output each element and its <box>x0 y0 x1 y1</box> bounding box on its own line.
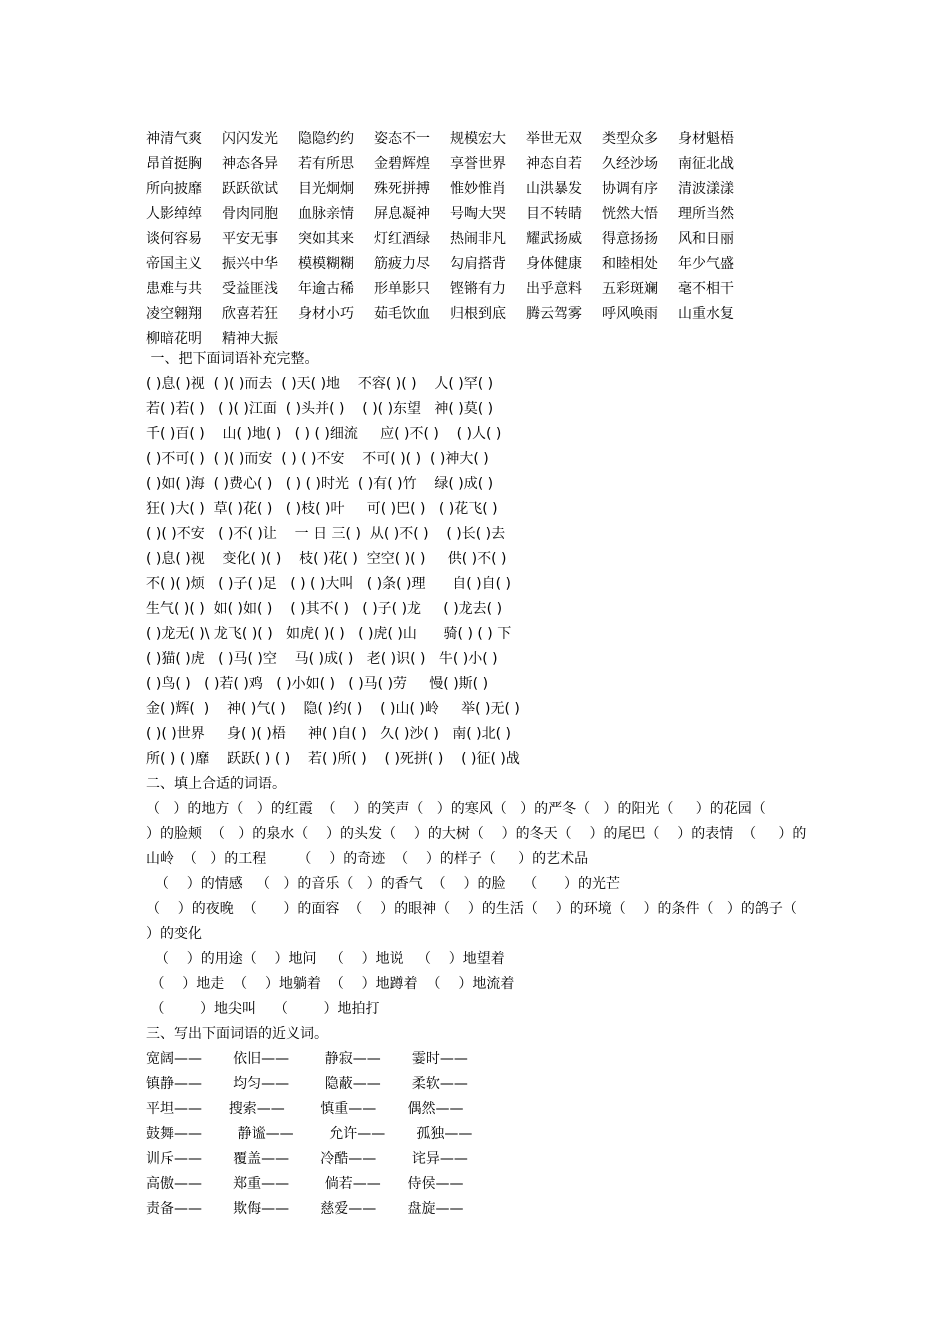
exercise-line: （ ）的地方（ ）的红霞 （ ）的笑声（ ）的寒风（ ）的严冬（ ）的阳光（ ）的花园（ <box>146 801 766 817</box>
exercise-line: ( )猫( )虎 ( )马( )空 马( )成( ) 老( )识( ) 牛( )小( ) <box>146 651 498 667</box>
section-1-lines <box>146 372 826 772</box>
idiom-word: 腾云驾雾 <box>526 306 582 322</box>
idiom-word: 若有所思 <box>298 156 354 172</box>
idiom-word: 突如其来 <box>298 231 354 247</box>
idiom-word: 金碧辉煌 <box>374 156 430 172</box>
idiom-word: 人影绰绰 <box>146 206 202 222</box>
idiom-word: 目光炯炯 <box>298 181 354 197</box>
idiom-word: 耀武扬威 <box>526 231 582 247</box>
idiom-row <box>146 127 826 152</box>
exercise-line: 鼓舞—— 静谧—— 允许—— 孤独—— <box>146 1126 473 1142</box>
idiom-row <box>146 202 826 227</box>
idiom-word: 号啕大哭 <box>450 206 506 222</box>
idiom-word: 理所当然 <box>678 206 734 222</box>
exercise-line: ( )龙无( )\ 龙飞( )( ) 如虎( )( ) ( )虎( )山 骑( ) ( ) 下 <box>146 626 512 642</box>
exercise-line: 狂( )大( ) 草( )花( ) ( )枝( )叶 可( )巴( ) ( )花飞( ) <box>146 501 498 517</box>
exercise-line: ( )如( )海 ( )费心( ) ( ) ( )时光 ( )有( )竹 绿( )成( ) <box>146 476 494 492</box>
idiom-word: 举世无双 <box>526 131 582 147</box>
idiom-word: 出乎意料 <box>526 281 582 297</box>
idiom-word: 呼风唤雨 <box>602 306 658 322</box>
idiom-word: 类型众多 <box>602 131 658 147</box>
idiom-word: 神态自若 <box>526 156 582 172</box>
idiom-word: 精神大振 <box>222 331 278 347</box>
idiom-row <box>146 277 826 302</box>
idiom-word: 形单影只 <box>374 281 430 297</box>
section-1 <box>146 347 826 772</box>
exercise-line: 镇静—— 均匀—— 隐蔽—— 柔软—— <box>146 1076 468 1092</box>
section-3 <box>146 1022 826 1222</box>
idiom-word: 享誉世界 <box>450 156 506 172</box>
idiom-word: 归根到底 <box>450 306 506 322</box>
idiom-word: 身材魁梧 <box>678 131 734 147</box>
idiom-word: 血脉亲情 <box>298 206 354 222</box>
idiom-word: 灯红酒绿 <box>374 231 430 247</box>
idiom-word: 身体健康 <box>526 256 582 272</box>
exercise-line: 责备—— 欺侮—— 慈爱—— 盘旋—— <box>146 1201 464 1217</box>
exercise-line: 若( )若( ) ( )( )江面 ( )头并( ) ( )( )东望 神( )莫( ) <box>146 401 494 417</box>
idiom-word: 久经沙场 <box>602 156 658 172</box>
idiom-word: 神态各异 <box>222 156 278 172</box>
section-1-heading: 一、把下面词语补充完整。 <box>146 351 319 367</box>
idiom-word: 凌空翱翔 <box>146 306 202 322</box>
idiom-word: 所向披靡 <box>146 181 202 197</box>
idiom-word: 柳暗花明 <box>146 331 202 347</box>
idiom-row <box>146 302 826 327</box>
idiom-list <box>146 127 826 352</box>
idiom-word: 风和日丽 <box>678 231 734 247</box>
idiom-row <box>146 227 826 252</box>
idiom-word: 恍然大悟 <box>602 206 658 222</box>
idiom-word: 筋疲力尽 <box>374 256 430 272</box>
idiom-word: 帝国主义 <box>146 256 202 272</box>
exercise-line: ( )鸟( ) ( )若( )鸡 ( )小如( ) ( )马( )劳 慢( )斯( ) <box>146 676 489 692</box>
idiom-word: 谈何容易 <box>146 231 202 247</box>
exercise-line: ( )息( )视 变化( )( ) 枝( )花( ) 空空( )( ) 供( )不( ) <box>146 551 507 567</box>
exercise-line: （ ）的夜晚 （ ）的面容 （ ）的眼神（ ）的生活（ ）的环境（ ）的条件（ ）的鸽子（ <box>146 901 797 917</box>
exercise-line: 高傲—— 郑重—— 倘若—— 侍侯—— <box>146 1176 464 1192</box>
exercise-line: 山岭 （ ）的工程 （ ）的奇迹 （ ）的样子（ ）的艺术品 <box>146 851 589 867</box>
exercise-line: ( )不可( ) ( )( )而安 ( ) ( )不安 不可( )( ) ( )神大( ) <box>146 451 489 467</box>
idiom-word: 毫不相干 <box>678 281 734 297</box>
exercise-line: 千( )百( ) 山( )地( ) ( ) ( )细流 应( )不( ) ( )人( ) <box>146 426 502 442</box>
idiom-word: 患难与共 <box>146 281 202 297</box>
idiom-word: 振兴中华 <box>222 256 278 272</box>
idiom-word: 和睦相处 <box>602 256 658 272</box>
idiom-word: 目不转睛 <box>526 206 582 222</box>
idiom-word: 规模宏大 <box>450 131 506 147</box>
idiom-word: 山洪暴发 <box>526 181 582 197</box>
exercise-line: 宽阔—— 依旧—— 静寂—— 霎时—— <box>146 1051 468 1067</box>
idiom-word: 协调有序 <box>602 181 658 197</box>
idiom-word: 身材小巧 <box>298 306 354 322</box>
idiom-word: 骨肉同胞 <box>222 206 278 222</box>
idiom-word: 南征北战 <box>678 156 734 172</box>
idiom-word: 模模糊糊 <box>298 256 354 272</box>
idiom-word: 热闹非凡 <box>450 231 506 247</box>
idiom-row <box>146 252 826 277</box>
exercise-line: 不( )( )烦 ( )子( )足 ( ) ( )大叫 ( )条( )理 自( )自( ) <box>146 576 511 592</box>
exercise-line: ( )息( )视 ( )( )而去 ( )天( )地 不容( )( ) 人( )罕( ) <box>146 376 494 392</box>
section-2 <box>146 772 826 1022</box>
exercise-line: 金( )辉( ) 神( )气( ) 隐( )约( ) ( )山( )岭 举( )无( ) <box>146 701 520 717</box>
idiom-word: 跃跃欲试 <box>222 181 278 197</box>
idiom-word: 平安无事 <box>222 231 278 247</box>
idiom-word: 得意扬扬 <box>602 231 658 247</box>
idiom-row <box>146 177 826 202</box>
idiom-word: 姿态不一 <box>374 131 430 147</box>
idiom-word: 惟妙惟肖 <box>450 181 506 197</box>
section-2-lines <box>146 797 826 1022</box>
idiom-word: 闪闪发光 <box>222 131 278 147</box>
exercise-line: （ ）的情感 （ ）的音乐（ ）的香气 （ ）的脸 （ ）的光芒 <box>146 876 620 892</box>
exercise-line: 平坦—— 搜索—— 慎重—— 偶然—— <box>146 1101 464 1117</box>
section-3-lines <box>146 1047 826 1222</box>
idiom-word: 殊死拼搏 <box>374 181 430 197</box>
idiom-word: 受益匪浅 <box>222 281 278 297</box>
idiom-word: 隐隐约约 <box>298 131 354 147</box>
exercise-line: ( )( )世界 身( )( )梧 神( )自( ) 久( )沙( ) 南( )北( ) <box>146 726 511 742</box>
idiom-word: 年少气盛 <box>678 256 734 272</box>
idiom-word: 铿锵有力 <box>450 281 506 297</box>
section-2-heading: 二、填上合适的词语。 <box>146 776 286 792</box>
exercise-line: 训斥—— 覆盖—— 冷酷—— 诧异—— <box>146 1151 468 1167</box>
idiom-word: 屏息凝神 <box>374 206 430 222</box>
exercise-line: 所( ) ( )靡 跃跃( ) ( ) 若( )所( ) ( )死拼( ) ( )征( )战 <box>146 751 520 767</box>
exercise-line: ）的变化 <box>146 926 202 942</box>
idiom-word: 山重水复 <box>678 306 734 322</box>
exercise-line: 生气( )( ) 如( )如( ) ( )其不( ) ( )子( )龙 ( )龙去( ) <box>146 601 503 617</box>
idiom-word: 清波漾漾 <box>678 181 734 197</box>
exercise-line: （ ）的用途（ ）地问 （ ）地说 （ ）地望着 <box>146 951 505 967</box>
idiom-word: 欣喜若狂 <box>222 306 278 322</box>
idiom-word: 年逾古稀 <box>298 281 354 297</box>
exercise-line: ）的脸颊 （ ）的泉水（ ）的头发（ ）的大树（ ）的冬天（ ）的尾巴（ ）的表情 （ ）的 <box>146 826 807 842</box>
exercise-line: （ ）地走 （ ）地躺着 （ ）地蹲着 （ ）地流着 <box>146 976 515 992</box>
section-3-heading: 三、写出下面词语的近义词。 <box>146 1026 328 1042</box>
idiom-word: 五彩斑斓 <box>602 281 658 297</box>
idiom-row <box>146 152 826 177</box>
idiom-word: 茹毛饮血 <box>374 306 430 322</box>
idiom-word: 勾肩搭背 <box>450 256 506 272</box>
exercise-line: ( )( )不安 ( )不( )让 一 日 三( ) 从( )不( ) ( )长( )去 <box>146 526 506 542</box>
exercise-line: （ ）地尖叫 （ ）地拍打 <box>146 1001 380 1017</box>
idiom-word: 神清气爽 <box>146 131 202 147</box>
idiom-word: 昂首挺胸 <box>146 156 202 172</box>
